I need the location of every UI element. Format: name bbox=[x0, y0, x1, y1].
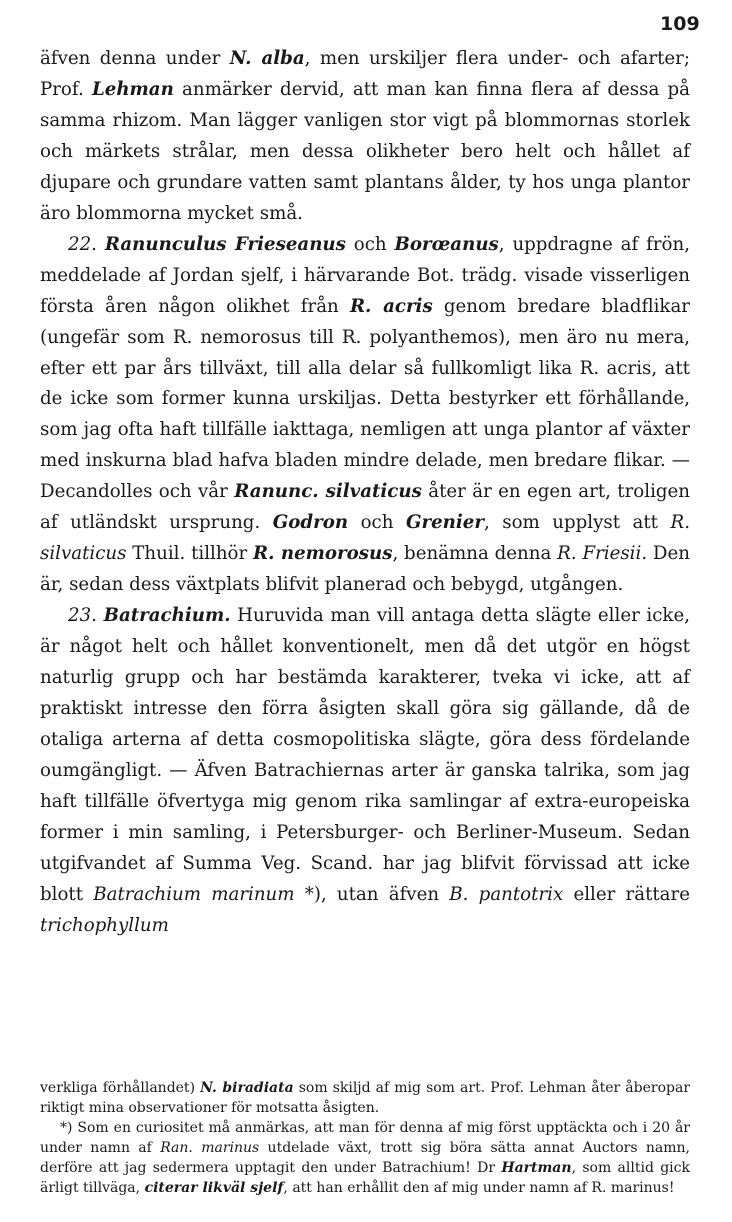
text-run: åter är en egen art, troligen af utländskt ursprung. bbox=[40, 481, 691, 534]
text-run: verkliga förhållandet) bbox=[40, 1080, 201, 1096]
footnote-continued bbox=[40, 1078, 690, 1118]
text-run: , uppdragne af frön, meddelade af Jordan sjelf, i härvarande Bot. trädg. visade visserligen första åren någon olikhet från bbox=[40, 233, 690, 317]
text-run: anmärker dervid, att man kan finna flera af dessa på samma rhizom. Man lägger vanligen stor vigt på blommornas storlek och märkets strålar, men dessa olikheter bero helt och hållet af djupare och grundare vatten samt plantans ålder, ty hos unga plantor äro blommorna mycket små. bbox=[40, 78, 690, 224]
text-run: Huruvida man vill antaga detta slägte eller icke, är något helt och hållet konventionelt, men då det utgör en högst naturlig grupp och har bestämda karakterer, tveka vi icke, att af praktiskt intresse den förra åsigten skall göra sig gällande, då de otaliga arterna af detta cosmopolitiska slägte, göra dess fördelande oumgängligt. — Äfven Batrachiernas arter är ganska talrika, som jag haft tillfälle öfvertyga mig genom rika samlingar af extra-europeiska former i min samling, i Petersburger- och Berliner-Museum. Sedan utgifvandet af Summa Veg. Scand. har jag blifvit förvissad att icke blott bbox=[40, 605, 690, 905]
text-run: , men urskiljer flera under- och afarter; Prof. bbox=[40, 48, 690, 100]
text-run: , att han erhållit den af mig under namn af R. marinus! bbox=[283, 1180, 675, 1196]
text-run: *) Som en curiositet må anmärkas, att man för denna af mig först upptäckta och i 20 år under namn af bbox=[40, 1120, 690, 1156]
emphasis-text: citerar likväl sjelf bbox=[144, 1180, 284, 1196]
text-run: som skiljd af mig som art. Prof. Lehman åter åberopar riktigt mina observationer för motsatta åsigten. bbox=[40, 1080, 691, 1116]
emphasis-text: N. alba bbox=[229, 48, 305, 69]
emphasis-text: Batrachium. bbox=[103, 605, 231, 627]
emphasis-text: R. nemorosus bbox=[253, 543, 393, 565]
emphasis-text: Lehman bbox=[91, 78, 174, 100]
text-run bbox=[97, 605, 104, 626]
text-run: och bbox=[348, 512, 406, 534]
text-run: Den är, sedan dess växtplats blifvit planerad och bebygd, utgången. bbox=[40, 543, 690, 596]
emphasis-text: Ranunculus Frieseanus bbox=[104, 233, 346, 255]
emphasis-text: 23. bbox=[68, 605, 97, 627]
text-run bbox=[97, 234, 105, 255]
emphasis-text: R. Friesii. bbox=[557, 543, 648, 565]
text-run: , benämna denna bbox=[392, 543, 558, 565]
text-run: Thuil. tillhör bbox=[126, 543, 254, 565]
paragraph-nymphaea-continued bbox=[40, 44, 690, 230]
text-run: eller rättare bbox=[563, 883, 690, 905]
text-run: genom bredare bladflikar (ungefär som R. nemorosus till R. polyanthemos), men äro nu mera, efter ett par års tillväxt, till alla delar så fullkomligt lika R. acris, att de icke som former kunna urskiljas. Detta bestyrker ett förhållande, som jag ofta haft tillfälle iakttaga, nemligen att unga plantor af växter med inskurna blad hafva bladen mindre delade, men bredare flikar. — Decandolles och vår bbox=[40, 295, 690, 503]
paragraph-ranunculus bbox=[40, 230, 690, 601]
footnotes bbox=[40, 1078, 690, 1198]
emphasis-text: Batrachium marinum bbox=[93, 883, 295, 905]
paragraph-batrachium bbox=[40, 601, 690, 941]
emphasis-text: Borœanus bbox=[394, 233, 499, 255]
footnote-asterisk bbox=[40, 1118, 690, 1198]
emphasis-text: R. acris bbox=[349, 295, 433, 317]
text-run: utdelade växt, trott sig böra sätta annat Auctors namn, derföre att jag sedermera upptagit den under Batrachium! Dr bbox=[40, 1140, 691, 1176]
main-text bbox=[40, 44, 690, 942]
text-run: , som alltid gick ärligt tillväga, bbox=[40, 1160, 690, 1196]
text-run: *), utan äfven bbox=[294, 883, 450, 905]
emphasis-text: 22. bbox=[68, 233, 97, 255]
emphasis-text: Godron bbox=[272, 512, 349, 534]
emphasis-text: Grenier bbox=[405, 512, 484, 534]
emphasis-text: Ran. marinus bbox=[160, 1140, 260, 1156]
text-run: och bbox=[345, 233, 395, 255]
page-number: 109 bbox=[660, 13, 700, 35]
emphasis-text: Hartman bbox=[501, 1160, 572, 1176]
emphasis-text: R. silvaticus bbox=[40, 512, 690, 565]
emphasis-text: trichophyllum bbox=[40, 914, 169, 936]
emphasis-text: N. biradiata bbox=[200, 1080, 294, 1096]
emphasis-text: B. pantotrix bbox=[449, 883, 564, 905]
text-run: äfven denna under bbox=[40, 48, 230, 69]
text-run: , som upplyst att bbox=[483, 512, 671, 534]
emphasis-text: Ranunc. silvaticus bbox=[234, 481, 422, 503]
